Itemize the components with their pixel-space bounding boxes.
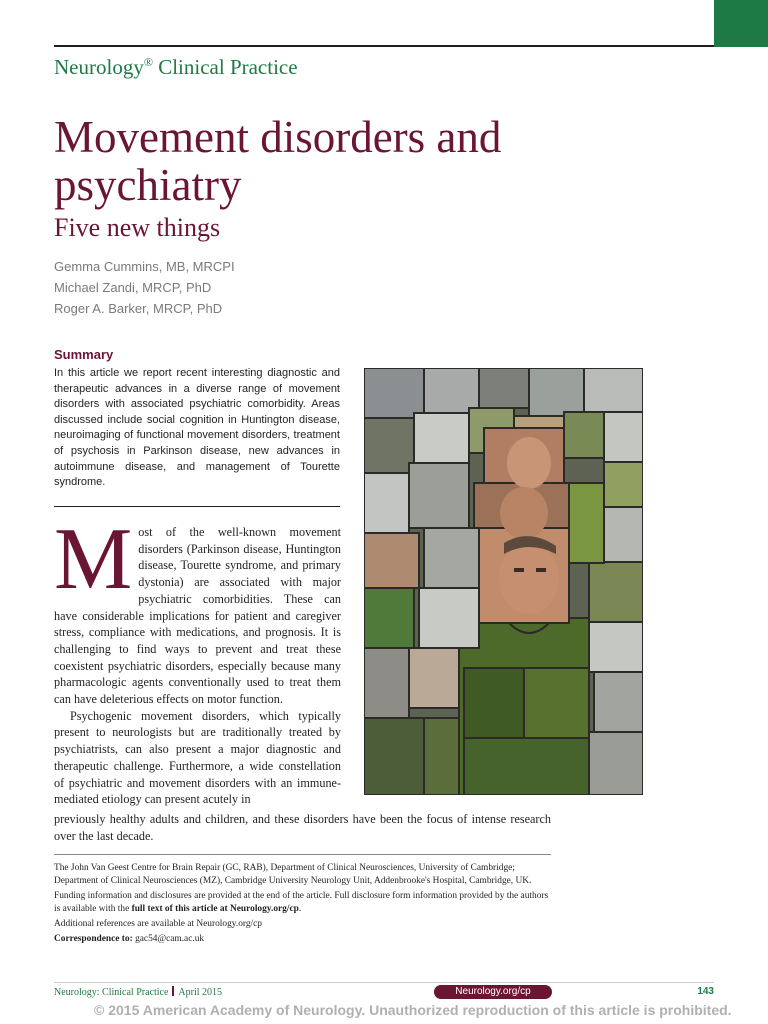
drop-cap: M [54,511,133,608]
mirror-mosaic-photo [364,368,643,795]
journal-name: Neurology® Clinical Practice [54,55,298,79]
footer-citation: Neurology: Clinical Practice April 2015 [54,987,223,998]
footer-separator [172,986,174,996]
page-number: 143 [697,986,714,997]
author-name: Michael Zandi, MRCP, PhD [54,280,212,295]
body-paragraph: ost of the well-known movement disorders (Parkinson disease, Huntington disease, Tourette syndrome, and primary dystonia) are associated with major psychiatric comorbidities. These can have considerable implications for patient and caregiver stress, compliance with medications, and prognosis. It is challenging to find ways to prevent and treat these coexistent psychiatric disorders, especially because many pharmacologic agents conventionally used to treat them can have deleterious effects on motor function. [54,525,341,707]
author-name: Gemma Cummins, MB, MRCPI [54,259,235,274]
body-paragraph-continued: previously healthy adults and children, and these disorders have been the focus of intense research over the last decade. [54,812,551,843]
body-paragraph: Psychogenic movement disorders, which typically present to neurologists but are traditionally treated by psychiatrists, can also present a major diagnostic and therapeutic challenge. Furthermore, a wide constellation of psychiatric and movement disorders with an immune-mediated etiology can present acutely in [54,708,341,807]
author-name: Roger A. Barker, MRCP, PhD [54,301,223,316]
footnote-divider [54,854,551,855]
article-subtitle: Five new things [54,213,221,242]
summary-divider [54,506,340,507]
affiliation-note: The John Van Geest Centre for Brain Repair (GC, RAB), Department of Clinical Neurosciences, University of Cambridge; Department of Clinical Neurosciences (MZ), Cambridge University Neurology Unit, Addenbrooke's Hospital, Cambridge, UK. [54,863,532,886]
corner-color-block [714,0,768,47]
copyright-watermark: © 2015 American Academy of Neurology. Unauthorized reproduction of this article is prohibited. [94,1002,732,1018]
article-title: Movement disorders and psychiatry [54,112,502,210]
footer-url-link[interactable]: Neurology.org/cp [434,985,552,999]
full-text-link[interactable]: full text of this article at Neurology.org/cp [131,904,299,914]
correspondence-note: Correspondence to: gac54@cam.ac.uk [54,934,205,944]
footer-rule [54,982,714,983]
references-note: Additional references are available at Neurology.org/cp [54,919,262,929]
footnotes [54,862,551,948]
summary-heading: Summary [54,347,114,362]
author-list [54,256,235,319]
funding-note: Funding information and disclosures are provided at the end of the article. Full disclosure form information provided by the authors is available with the full text of this article at Neurology.org/cp. [54,891,549,914]
header-rule [54,45,714,47]
body-column [54,511,341,808]
correspondence-email[interactable]: gac54@cam.ac.uk [132,934,205,944]
summary-text: In this article we report recent interesting diagnostic and therapeutic advances in a diverse range of movement disorders with associated psychiatric comorbidity. Areas discussed include social cognition in Huntington disease, neuroimaging of functional movement disorders, treatment of psychosis in Parkinson disease, new advances in autoimmune disease, and management of Tourette syndrome. [54,367,340,489]
